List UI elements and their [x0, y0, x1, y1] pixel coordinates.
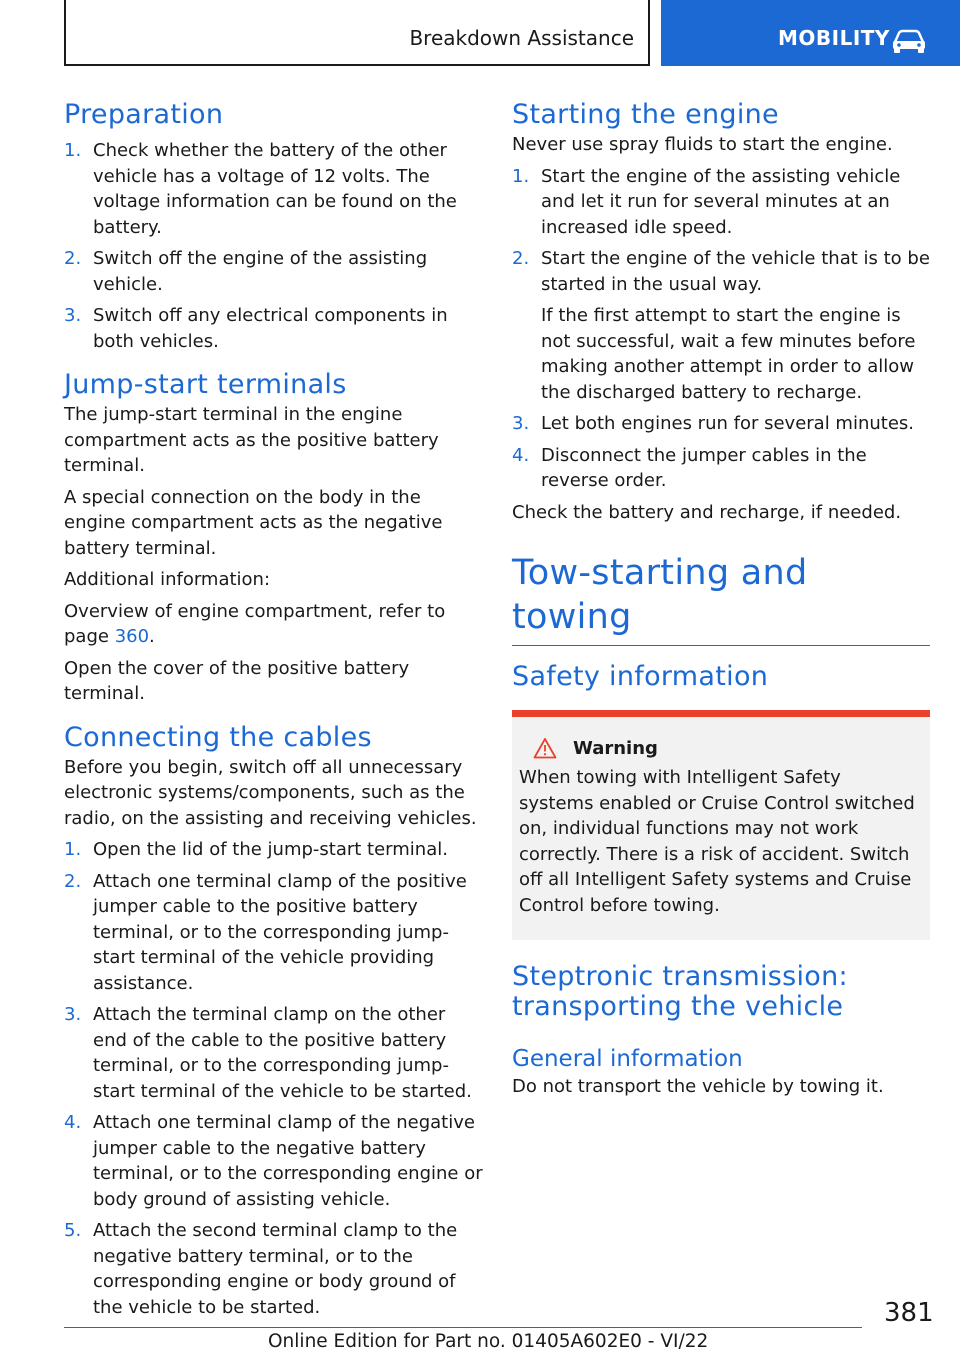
page-link[interactable]: 360 — [114, 626, 150, 647]
step-number: 2. — [64, 870, 82, 892]
heading-connecting-cables: Connecting the cables — [64, 721, 372, 753]
paragraph: Never use spray fluids to start the engine. — [512, 134, 893, 155]
step-text: Start the engine of the assisting vehicle and let it run for several minutes at an increased idle speed. — [541, 165, 901, 238]
heading-steptronic-transport: Steptronic transmission: transporting the vehicle — [512, 961, 848, 1022]
warning-text: When towing with Intelligent Safety systems enabled or Cruise Control switched on, individual functions may not work correctly. There is a risk of accident. Switch off all Intelligent Safety systems and Cruise Control before towing. — [519, 767, 915, 916]
heading-general-information: General information — [512, 1046, 743, 1072]
page-number: 381 — [884, 1298, 934, 1328]
list-item — [64, 138, 484, 240]
reference-text: Overview of engine compartment, refer to page — [64, 600, 446, 647]
heading-tow-starting: Tow-starting and towing — [512, 551, 930, 646]
header-chapter-tab[interactable] — [661, 0, 960, 66]
starting-steps — [512, 164, 930, 494]
warning-triangle-icon — [533, 737, 557, 759]
paragraph: Check the battery and recharge, if needed. — [512, 501, 902, 523]
right-column — [512, 98, 930, 1100]
list-item — [512, 411, 930, 437]
step-text: Check whether the battery of the other vehicle has a voltage of 12 volts. The voltage information can be found on the battery. — [93, 140, 457, 238]
paragraph: Additional information: — [64, 569, 271, 590]
step-number: 3. — [64, 305, 82, 326]
step-number: 3. — [512, 413, 530, 434]
list-item — [64, 837, 484, 863]
step-number: 2. — [512, 248, 530, 269]
step-text: Let both engines run for several minutes. — [541, 413, 915, 434]
step-text: Disconnect the jumper cables in the reverse order. — [541, 444, 867, 491]
step-text: Attach the second terminal clamp to the negative battery terminal, or to the corresponding engine or body ground of the vehicle to be started. — [93, 1220, 458, 1318]
heading-preparation: Preparation — [64, 99, 224, 130]
list-item — [512, 164, 930, 241]
step-text: Switch off any electrical components in both vehicles. — [93, 305, 448, 352]
paragraph-page-reference — [64, 599, 484, 650]
cable-steps — [64, 837, 484, 1320]
list-item — [64, 246, 484, 297]
step-number: 1. — [512, 165, 530, 187]
list-item — [64, 869, 484, 997]
paragraph: A special connection on the body in the engine compartment acts as the negative battery terminal. — [64, 486, 443, 559]
warning-box — [512, 710, 930, 940]
paragraph: Open the cover of the positive battery terminal. — [64, 657, 410, 704]
warning-label: Warning — [573, 737, 658, 759]
footer-edition: Online Edition for Part no. 01405A602E0 - VI/22 — [268, 1331, 709, 1352]
step-text: Attach one terminal clamp of the positive jumper cable to the positive battery terminal, or to the corresponding jump-start terminal of the vehicle providing assistance. — [93, 870, 467, 994]
step-number: 4. — [64, 1112, 82, 1133]
step-number: 4. — [512, 444, 530, 466]
step-number: 3. — [64, 1004, 82, 1025]
paragraph: Do not transport the vehicle by towing it. — [512, 1076, 884, 1097]
step-number: 5. — [64, 1220, 82, 1241]
step-number: 1. — [64, 140, 82, 161]
reference-suffix: . — [149, 626, 155, 647]
step-number: 1. — [64, 839, 82, 860]
heading-jump-start-terminals: Jump-start terminals — [64, 369, 347, 400]
list-item — [64, 1110, 484, 1212]
header-section-title: Breakdown Assistance — [409, 26, 634, 50]
step-number: 2. — [64, 248, 82, 269]
warning-header — [519, 737, 920, 759]
list-item — [64, 1002, 484, 1104]
step-note: If the first attempt to start the engine is not successful, wait a few minutes before making another attempt in order to allow the discharged battery to recharge. — [541, 305, 916, 403]
left-column — [64, 98, 484, 1320]
car-icon — [891, 28, 927, 54]
header-chapter-title: MOBILITY — [778, 26, 890, 50]
heading-safety-information: Safety information — [512, 661, 769, 692]
step-text: Start the engine of the vehicle that is to be started in the usual way. — [541, 248, 930, 295]
paragraph: Before you begin, switch off all unnecessary electronic systems/components, such as the radio, on the assisting and receiving vehicles. — [64, 756, 477, 829]
step-text: Switch off the engine of the assisting vehicle. — [93, 248, 428, 295]
paragraph: The jump-start terminal in the engine compartment acts as the positive battery terminal. — [64, 404, 439, 476]
footer-divider — [64, 1327, 862, 1328]
step-text: Attach one terminal clamp of the negative jumper cable to the negative battery terminal, or to the corresponding engine or body ground of assisting vehicle. — [93, 1112, 483, 1210]
list-item — [512, 246, 930, 405]
list-item — [64, 303, 484, 354]
step-text: Attach the terminal clamp on the other end of the cable to the positive battery terminal, or to the corresponding jump-start terminal of the vehicle to be started. — [93, 1004, 472, 1102]
list-item — [64, 1218, 484, 1320]
step-text: Open the lid of the jump-start terminal. — [93, 839, 448, 860]
list-item — [512, 443, 930, 494]
heading-starting-engine: Starting the engine — [512, 99, 779, 130]
header-section-box — [64, 0, 650, 66]
preparation-steps — [64, 138, 484, 354]
